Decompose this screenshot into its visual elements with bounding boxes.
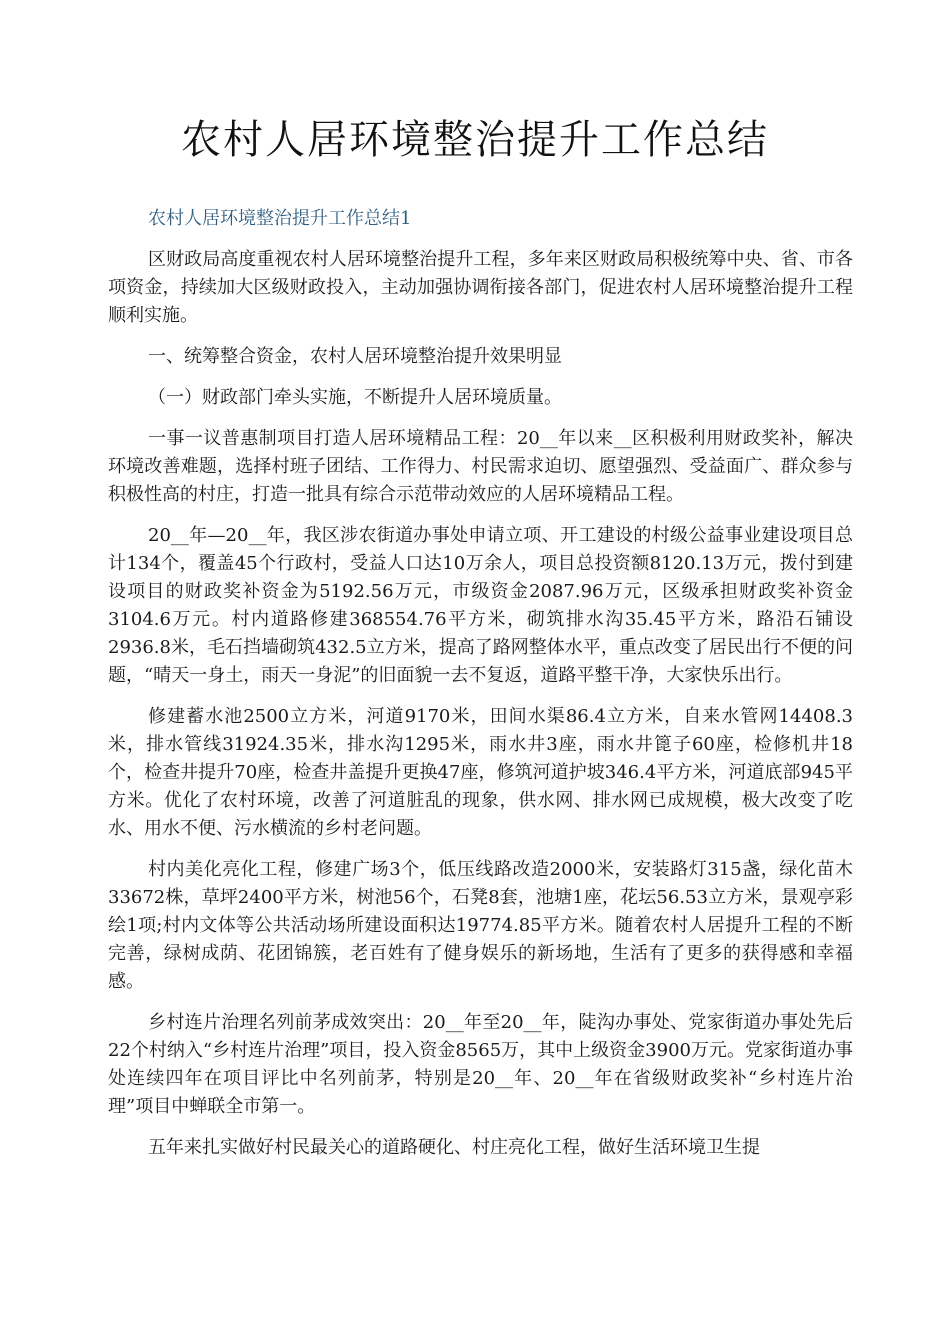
heading-section-1: 一、统筹整合资金，农村人居环境整治提升效果明显	[148, 346, 562, 367]
document-title: 农村人居环境整治提升工作总结	[181, 117, 769, 163]
document-body	[108, 205, 853, 1175]
paragraph-five-years: 五年来扎实做好村民最关心的道路硬化、村庄亮化工程，做好生活环境卫生提	[148, 1137, 760, 1158]
paragraph-intro: 区财政局高度重视农村人居环境整治提升工程，多年来区财政局积极统筹中央、省、市各项资金，持续加大区级财政投入，主动加强协调衔接各部门，促进农村人居环境整治提升工程顺利实施。	[108, 249, 853, 326]
paragraph-one-issue-project: 一事一议普惠制项目打造人居环境精品工程：20__年以来__区积极利用财政奖补，解决环境改善难题，选择村班子团结、工作得力、村民需求迫切、愿望强烈、受益面广、群众参与积极性高的村庄，打造一批具有综合示范带动效应的人居环境精品工程。	[108, 428, 853, 505]
heading-subsection-1: （一）财政部门牵头实施，不断提升人居环境质量。	[148, 387, 562, 408]
paragraph-rural-governance: 乡村连片治理名列前茅成效突出：20__年至20__年，陡沟办事处、党家街道办事处先后22个村纳入“乡村连片治理”项目，投入资金8565万，其中上级资金3900万元。党家街道办事处连续四年在项目评比中名列前茅，特别是20__年、20__年在省级财政奖补“乡村连片治理”项目中蝉联全市第一。	[108, 1012, 853, 1117]
paragraph-beautification: 村内美化亮化工程，修建广场3个，低压线路改造2000米，安装路灯315盏，绿化苗木33672株，草坪2400平方米，树池56个，石凳8套，池塘1座，花坛56.53立方米，景观亭彩绘1项;村内文体等公共活动场所建设面积达19774.85平方米。随着农村人居提升工程的不断完善，绿树成荫、花团锦簇，老百姓有了健身娱乐的新场地，生活有了更多的获得感和幸福感。	[108, 859, 853, 992]
paragraph-water-works: 修建蓄水池2500立方米，河道9170米，田间水渠86.4立方米，自来水管网14408.3米，排水管线31924.35米，排水沟1295米，雨水井3座，雨水井篦子60座，检修机井18个，检查井提升70座，检查井盖提升更换47座，修筑河道护坡346.4平方米，河道底部945平方米。优化了农村环境，改善了河道脏乱的现象，供水网、排水网已成规模，极大改变了吃水、用水不便、污水横流的乡村老问题。	[108, 706, 853, 839]
paragraph-road-construction: 20__年—20__年，我区涉农街道办事处申请立项、开工建设的村级公益事业建设项目总计134个，覆盖45个行政村，受益人口达10万余人，项目总投资额8120.13万元，拨付到建设项目的财政奖补资金为5192.56万元，市级资金2087.96万元，区级承担财政奖补资金3104.6万元。村内道路修建368554.76平方米，砌筑排水沟35.45平方米，路沿石铺设2936.8米，毛石挡墙砌筑432.5立方米，提高了路网整体水平，重点改变了居民出行不便的问题，“晴天一身土，雨天一身泥”的旧面貌一去不复返，道路平整干净，大家快乐出行。	[108, 525, 853, 686]
section-subtitle: 农村人居环境整治提升工作总结1	[148, 208, 412, 229]
